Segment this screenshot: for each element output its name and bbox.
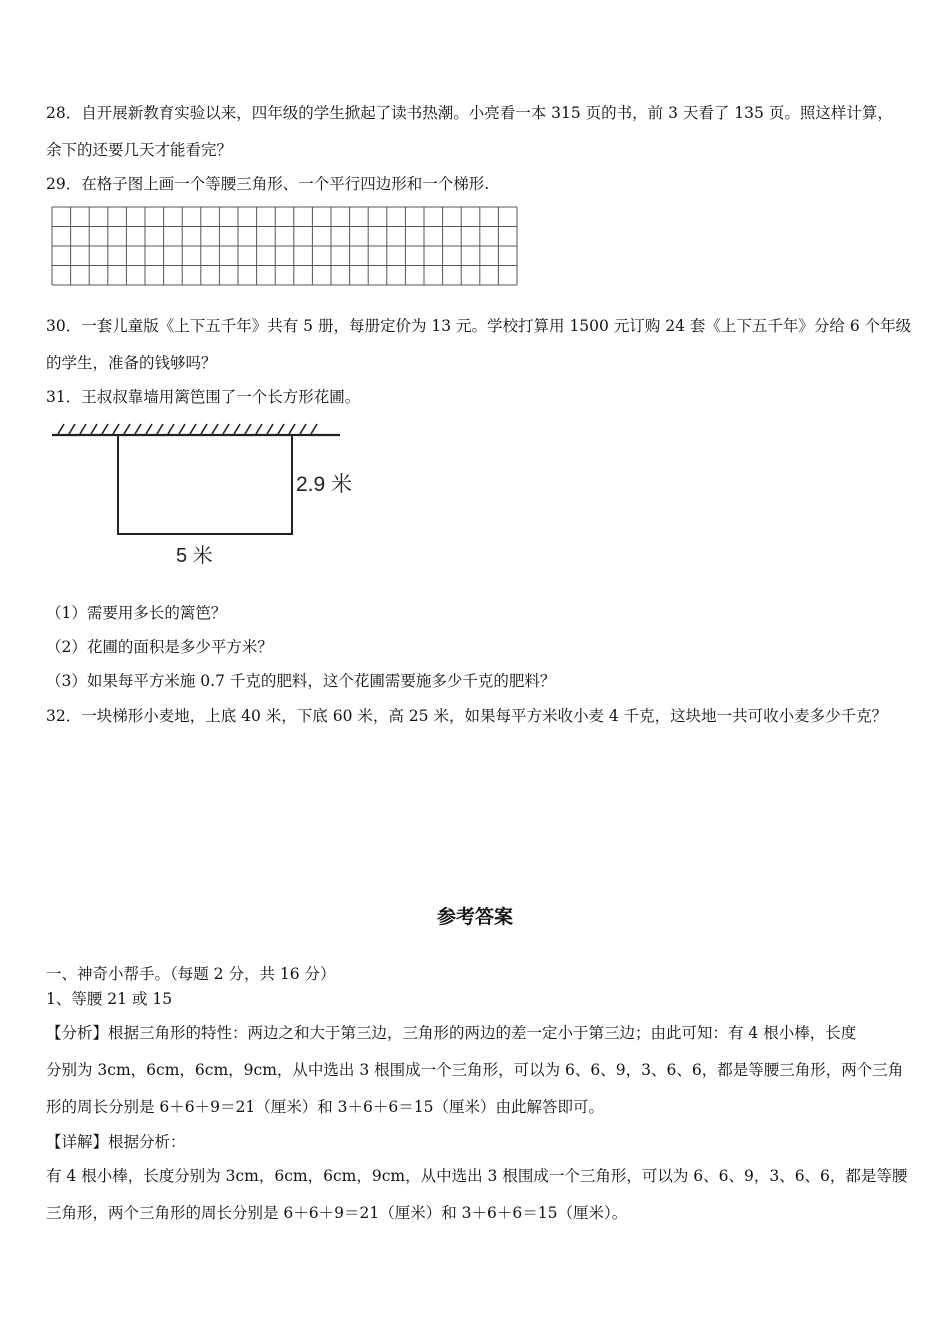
analysis-line1: 【分析】根据三角形的特性：两边之和大于第三边，三角形的两边的差一定小于第三边；由此可知：有 4 根小棒，长度 <box>46 1024 857 1042</box>
hatch-mark <box>190 424 196 434</box>
garden-figure <box>46 418 366 582</box>
q30-line2: 的学生，准备的钱够吗？ <box>46 354 217 372</box>
height-label: 2.9 米 <box>296 473 353 496</box>
hatch-mark <box>267 424 273 434</box>
hatch-mark <box>212 424 218 434</box>
q29-text: 29．在格子图上画一个等腰三角形、一个平行四边形和一个梯形. <box>46 175 490 193</box>
answers-section: 一、神奇小帮手。（每题 2 分，共 16 分） <box>46 965 336 983</box>
width-label: 5 米 <box>176 545 213 567</box>
q28-line1: 28．自开展新教育实验以来，四年级的学生掀起了读书热潮。小亮看一本 315 页的书，前 3 天看了 135 页。照这样计算， <box>46 104 893 122</box>
detail-line1: 有 4 根小棒，长度分别为 3cm，6cm，6cm，9cm，从中选出 3 根围成一个三角形，可以为 6、6、9，3、6、6，都是等腰 <box>46 1167 908 1185</box>
q30-line1: 30．一套儿童版《上下五千年》共有 5 册，每册定价为 13 元。学校打算用 1500 元订购 24 套《上下五千年》分给 6 个年级 <box>46 317 912 335</box>
hatch-mark <box>69 424 75 434</box>
hatch-mark <box>146 424 152 434</box>
hatch-mark <box>256 424 262 434</box>
detail-line2: 三角形，两个三角形的周长分别是 6＋6＋9＝21（厘米）和 3＋6＋6＝15（厘米）。 <box>46 1204 628 1222</box>
analysis-line3: 形的周长分别是 6＋6＋9＝21（厘米）和 3＋6＋6＝15（厘米）由此解答即可。 <box>46 1098 604 1116</box>
answer-1: 1、等腰 21 或 15 <box>46 990 173 1008</box>
hatch-mark <box>157 424 163 434</box>
hatch-mark <box>135 424 141 434</box>
q31-sub3: （3）如果每平方米施 0.7 千克的肥料，这个花圃需要施多少千克的肥料？ <box>46 672 556 690</box>
q31-sub2: （2）花圃的面积是多少平方米？ <box>46 638 273 656</box>
hatch-mark <box>289 424 295 434</box>
hatch-mark <box>278 424 284 434</box>
hatch-mark <box>234 424 240 434</box>
hatch-mark <box>102 424 108 434</box>
hatch-mark <box>201 424 207 434</box>
detail-head: 【详解】根据分析： <box>46 1133 186 1151</box>
q31-sub1: （1）需要用多长的篱笆？ <box>46 604 227 622</box>
q32-text: 32．一块梯形小麦地，上底 40 米，下底 60 米，高 25 米，如果每平方米收小麦 4 千克，这块地一共可收小麦多少千克？ <box>46 707 888 725</box>
hatch-mark <box>124 424 130 434</box>
wall-hatching <box>58 424 317 434</box>
hatch-mark <box>300 424 306 434</box>
fence-rectangle <box>118 435 292 534</box>
answers-title: 参考答案 <box>436 906 513 928</box>
hatch-mark <box>58 424 64 434</box>
hatch-mark <box>245 424 251 434</box>
garden-svg <box>46 418 366 578</box>
hatch-mark <box>80 424 86 434</box>
hatch-mark <box>223 424 229 434</box>
hatch-mark <box>168 424 174 434</box>
hatch-mark <box>179 424 185 434</box>
hatch-mark <box>91 424 97 434</box>
drawing-grid <box>50 206 520 292</box>
grid-svg <box>50 206 520 288</box>
hatch-mark <box>113 424 119 434</box>
hatch-mark <box>311 424 317 434</box>
q28-line2: 余下的还要几天才能看完？ <box>46 141 233 159</box>
q31-text: 31．王叔叔靠墙用篱笆围了一个长方形花圃。 <box>46 388 361 406</box>
analysis-line2: 分别为 3cm，6cm，6cm，9cm，从中选出 3 根围成一个三角形，可以为 6、6、9，3、6、6，都是等腰三角形，两个三角 <box>46 1061 904 1079</box>
